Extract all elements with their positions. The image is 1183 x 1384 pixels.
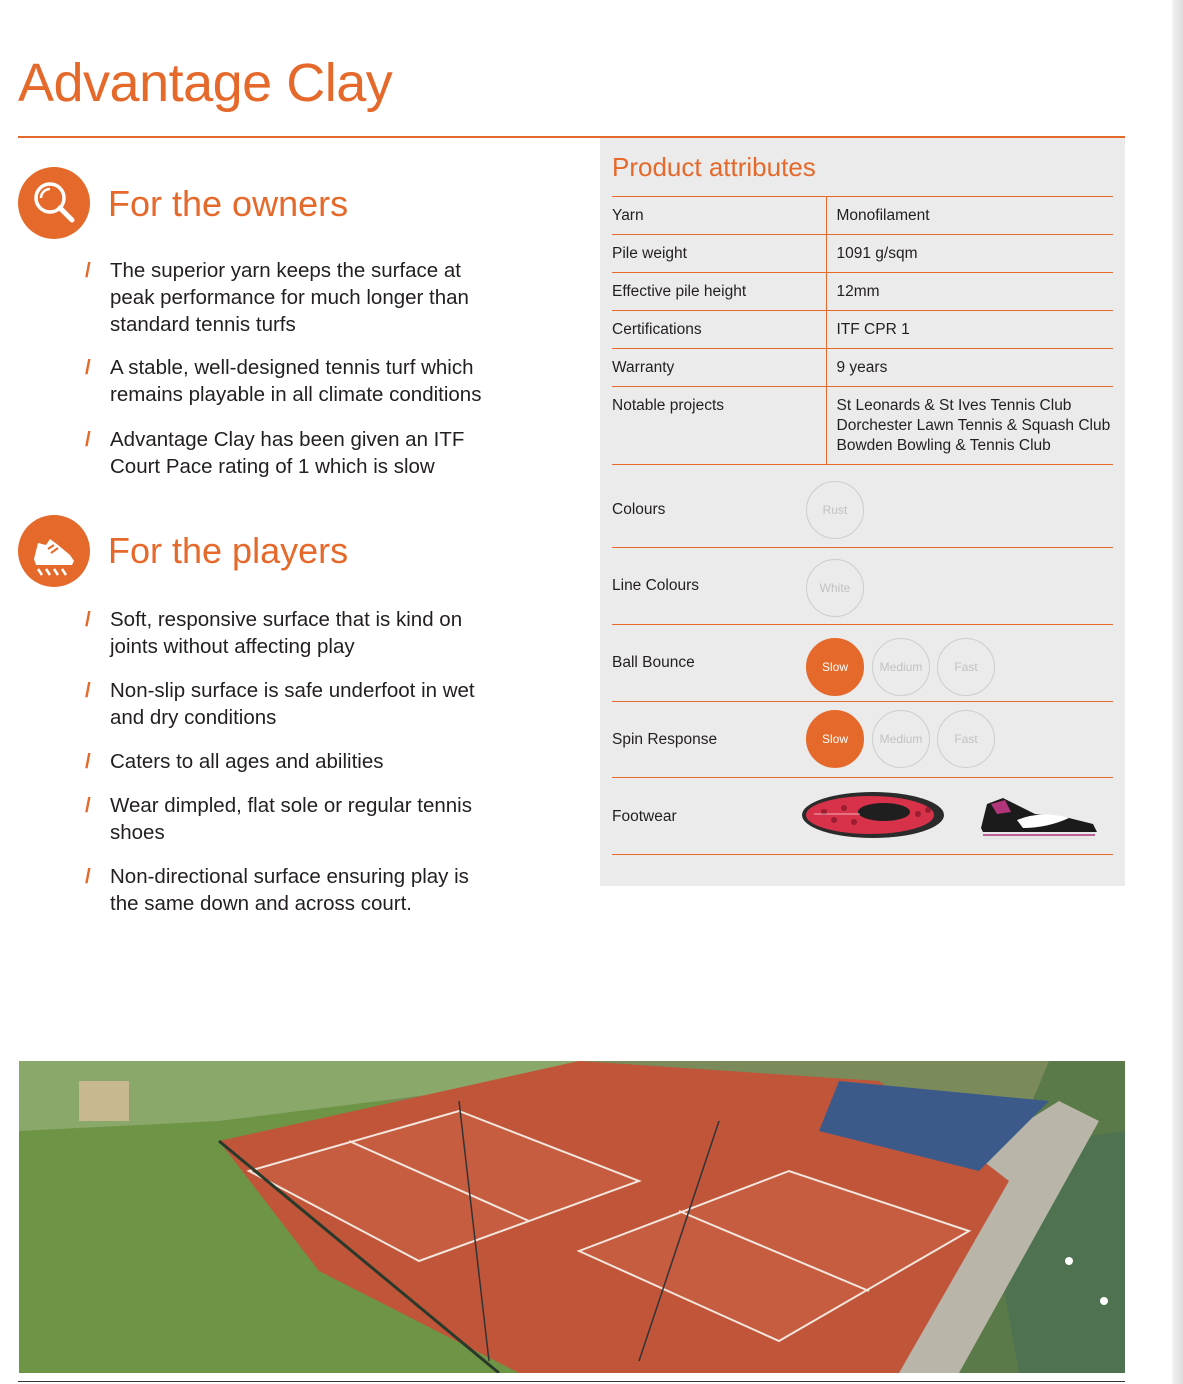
- spin-response-label: Spin Response: [612, 731, 718, 748]
- players-bullet-list: [85, 606, 495, 917]
- bullet-marker: /: [85, 356, 91, 379]
- spin-response-medium: Medium: [872, 710, 930, 768]
- attributes-table: [612, 196, 1113, 465]
- table-row: [612, 387, 1113, 465]
- table-row: [612, 235, 1113, 273]
- clay-courts-photo: [19, 1061, 1125, 1373]
- owners-heading: For the owners: [108, 183, 349, 224]
- bullet-text: Non-directional surface ensuring play is the same down and across court.: [110, 865, 469, 915]
- page-title: Advantage Clay: [18, 53, 393, 113]
- attribute-value: Monofilament: [826, 197, 1113, 235]
- bullet-text: A stable, well-designed tennis turf which remains playable in all climate conditions: [110, 356, 482, 406]
- spin-response-slow: Slow: [806, 710, 864, 768]
- players-heading: For the players: [108, 530, 349, 571]
- bullet-marker: /: [85, 428, 91, 451]
- product-attributes-heading: Product attributes: [612, 152, 816, 182]
- project-name: Dorchester Lawn Tennis & Squash Club: [836, 417, 1111, 434]
- ball-bounce-row: [612, 625, 1113, 702]
- courts-illustration: [19, 1061, 1125, 1373]
- table-row: [612, 197, 1113, 235]
- bullet-text: Advantage Clay has been given an ITF Court Pace rating of 1 which is slow: [110, 428, 465, 478]
- line-colour-option-white: White: [806, 559, 864, 617]
- colours-row: [612, 471, 1113, 548]
- list-item: [85, 792, 495, 846]
- line-colours-row: [612, 548, 1113, 625]
- attribute-value: ITF CPR 1: [826, 311, 1113, 349]
- bullet-marker: /: [85, 865, 91, 888]
- page-edge: [1172, 0, 1183, 1384]
- list-item: [85, 748, 495, 775]
- list-item: [85, 863, 495, 917]
- attribute-value: 9 years: [826, 349, 1113, 387]
- list-item: [85, 606, 495, 660]
- attribute-value: 1091 g/sqm: [826, 235, 1113, 273]
- bullet-text: Soft, responsive surface that is kind on joints without affecting play: [110, 608, 463, 658]
- list-item: [85, 354, 495, 408]
- ball-bounce-medium: Medium: [872, 638, 930, 696]
- attribute-label: Effective pile height: [612, 273, 826, 311]
- spin-response-fast: Fast: [937, 710, 995, 768]
- product-attributes-panel: [600, 138, 1125, 886]
- ball-bounce-fast: Fast: [937, 638, 995, 696]
- project-name: Bowden Bowling & Tennis Club: [836, 437, 1051, 454]
- footwear-label: Footwear: [612, 808, 677, 825]
- table-row: [612, 273, 1113, 311]
- attribute-label: Certifications: [612, 311, 826, 349]
- bullet-text: Non-slip surface is safe underfoot in wet and dry conditions: [110, 679, 475, 729]
- list-item: [85, 426, 495, 480]
- tennis-shoe-icon: [977, 788, 1099, 844]
- attribute-label: Pile weight: [612, 235, 826, 273]
- attribute-label: Yarn: [612, 197, 826, 235]
- magnifier-icon: [18, 167, 90, 239]
- table-row: [612, 311, 1113, 349]
- owners-bullet-list: [85, 257, 495, 480]
- bullet-text: Wear dimpled, flat sole or regular tennis shoes: [110, 794, 472, 844]
- spin-response-row: [612, 702, 1113, 778]
- attribute-value: [826, 387, 1113, 465]
- colours-label: Colours: [612, 501, 666, 518]
- bullet-marker: /: [85, 679, 91, 702]
- bottom-divider: [18, 1381, 1125, 1382]
- bullet-text: Caters to all ages and abilities: [110, 750, 384, 773]
- attribute-label: Warranty: [612, 349, 826, 387]
- colour-option-rust: Rust: [806, 481, 864, 539]
- ball-bounce-slow: Slow: [806, 638, 864, 696]
- bullet-text: The superior yarn keeps the surface at peak performance for much longer than standard tennis turfs: [110, 259, 469, 336]
- list-item: [85, 677, 495, 731]
- attribute-value: 12mm: [826, 273, 1113, 311]
- table-row: [612, 349, 1113, 387]
- list-item: [85, 257, 495, 338]
- bullet-marker: /: [85, 794, 91, 817]
- attribute-label: Notable projects: [612, 387, 826, 465]
- line-colours-label: Line Colours: [612, 577, 700, 594]
- shoe-icon: [18, 515, 90, 587]
- bullet-marker: /: [85, 608, 91, 631]
- footwear-row: [612, 778, 1113, 855]
- project-name: St Leonards & St Ives Tennis Club: [836, 397, 1072, 414]
- bullet-marker: /: [85, 750, 91, 773]
- ball-bounce-label: Ball Bounce: [612, 654, 695, 671]
- dimpled-sole-icon: [800, 788, 946, 842]
- bullet-marker: /: [85, 259, 91, 282]
